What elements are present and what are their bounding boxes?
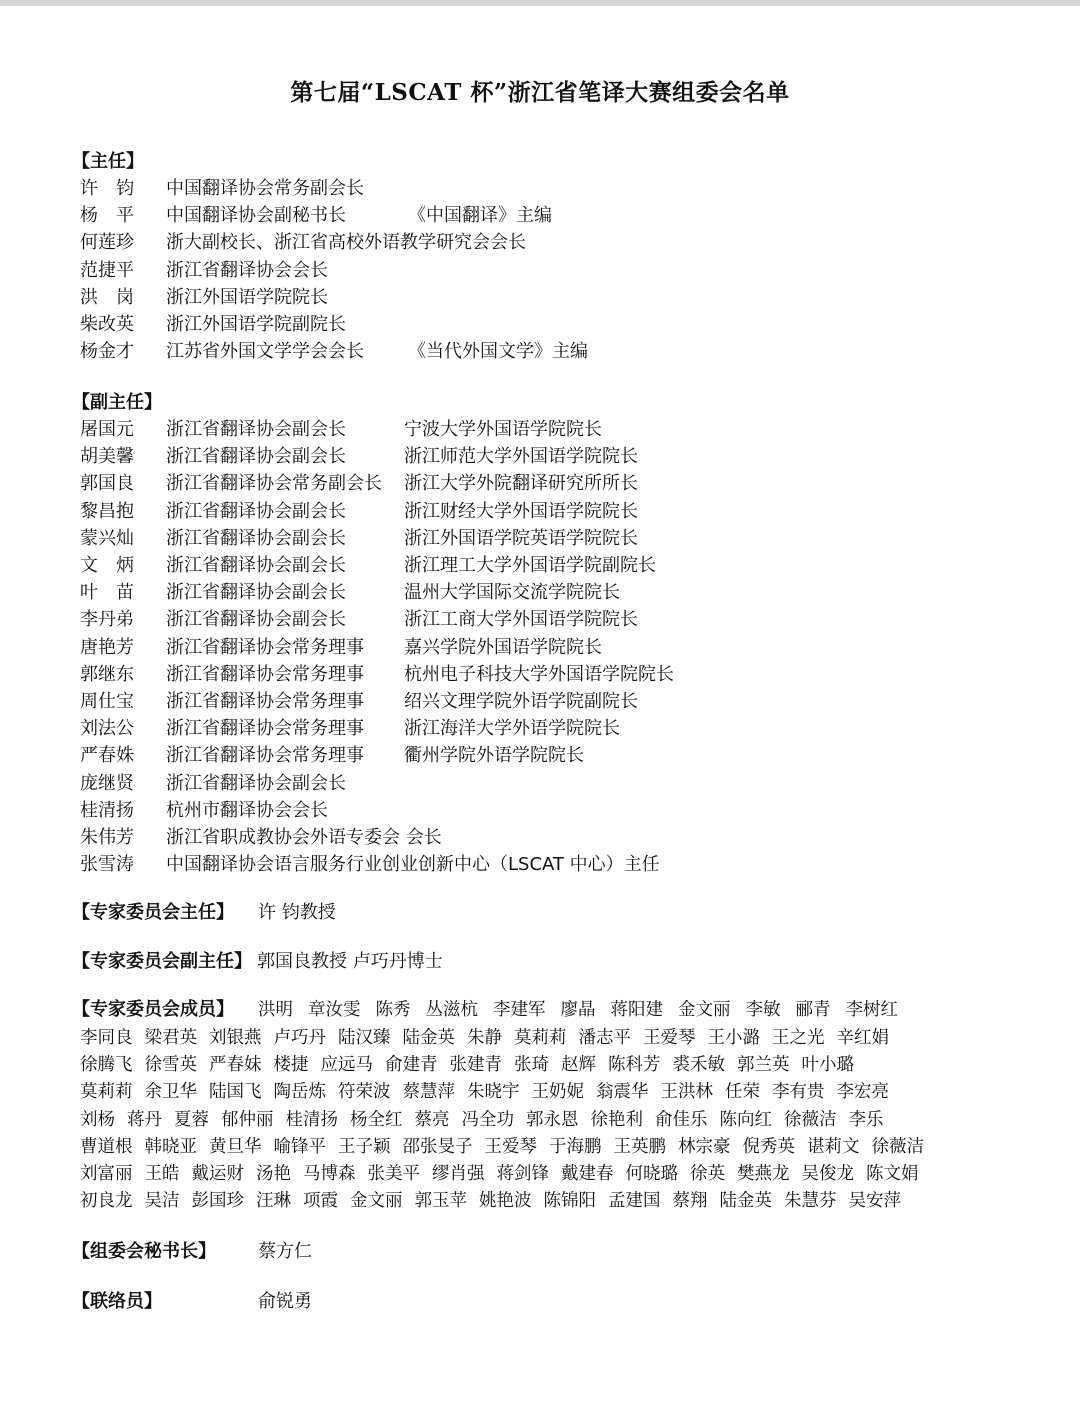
member-name: 姚艳波 (479, 1191, 532, 1212)
person-name: 范捷平 (80, 259, 134, 281)
member-name: 王奶妮 (531, 1082, 584, 1103)
member-name: 金文丽 (350, 1191, 403, 1212)
member-name: 蒋阳建 (610, 1000, 663, 1020)
member-name: 俞佳乐 (655, 1109, 708, 1130)
member-name: 李树红 (845, 1000, 898, 1020)
member-name: 叶小璐 (801, 1055, 854, 1076)
member-line (80, 1134, 1020, 1161)
member-name: 汤艳 (256, 1163, 291, 1184)
liaison-value: 俞锐勇 (258, 1291, 312, 1312)
section-heading-vice-directors: 【副主任】 (72, 392, 162, 413)
member-name: 林宗豪 (678, 1136, 731, 1157)
member-name: 刘杨 (80, 1109, 115, 1130)
second-title: 浙江海洋大学外语学院院长 (404, 718, 620, 740)
member-name: 朱静 (467, 1028, 502, 1048)
member-name: 王皓 (144, 1163, 180, 1184)
member-name: 应远马 (320, 1055, 373, 1076)
member-name: 倪秀英 (742, 1136, 795, 1157)
expert-vice-director-value: 郭国良教授 卢巧丹博士 (257, 951, 443, 972)
person-name: 许 钧 (80, 178, 134, 199)
member-name: 徐腾飞 (80, 1055, 133, 1076)
position-title: 浙江省翻译协会常务理事 (166, 663, 364, 685)
person-name: 文 炳 (80, 555, 134, 576)
member-name: 陶岳炼 (273, 1082, 326, 1103)
section-heading-expert-vice-director: 【专家委员会副主任】 (72, 951, 252, 972)
position-title: 中国翻译协会副秘书长 (166, 205, 346, 227)
member-name: 张美平 (367, 1163, 420, 1184)
member-name: 陈锦阳 (543, 1191, 596, 1212)
member-name: 马博森 (303, 1163, 356, 1184)
section-heading-directors: 【主任】 (72, 151, 144, 172)
person-name: 唐艳芳 (80, 636, 134, 658)
member-name: 陈科芳 (608, 1055, 661, 1076)
second-title: 绍兴文理学院外语学院副院长 (404, 691, 638, 712)
member-name: 邵张旻子 (402, 1136, 473, 1157)
member-name: 莫莉莉 (514, 1028, 567, 1048)
member-name: 于海鹏 (549, 1136, 602, 1157)
member-name: 李乐 (848, 1109, 884, 1130)
member-name: 朱慧芬 (784, 1191, 837, 1212)
member-name: 彭国珍 (191, 1191, 244, 1212)
person-name: 郭国良 (80, 473, 134, 495)
member-name: 李敏 (745, 1000, 781, 1020)
member-line (80, 1188, 1020, 1215)
person-name: 柴改英 (80, 314, 134, 335)
member-name: 卢巧丹 (273, 1028, 326, 1048)
person-name: 何莲珍 (80, 232, 134, 254)
position-title: 中国翻译协会常务副会长 (166, 178, 364, 199)
member-name: 缪肖强 (432, 1163, 485, 1184)
person-name: 桂清扬 (80, 799, 134, 821)
second-title: 浙江理工大学外国语学院副院长 (404, 555, 656, 576)
member-name: 谌莉文 (807, 1136, 860, 1157)
member-name: 严春妹 (209, 1055, 262, 1076)
person-name: 洪 岗 (80, 286, 134, 308)
second-title: 宁波大学外国语学院院长 (404, 419, 602, 440)
section-heading-expert-director: 【专家委员会主任】 (72, 902, 234, 923)
member-name: 王小潞 (707, 1028, 760, 1048)
second-title: 温州大学国际交流学院院长 (404, 582, 620, 604)
position-title: 浙江省职成教协会外语专委会 会长 (166, 827, 442, 848)
second-title: 浙江大学外院翻译研究所所长 (404, 473, 638, 495)
member-name: 赵辉 (561, 1055, 596, 1076)
position-title: 浙江省翻译协会副会长 (166, 555, 346, 576)
member-name: 王爱琴 (484, 1136, 537, 1157)
person-name: 严春姝 (80, 745, 134, 767)
position-title: 杭州市翻译协会会长 (166, 799, 328, 821)
person-name: 李丹弟 (80, 609, 134, 631)
member-name: 蔡翔 (672, 1191, 708, 1212)
member-name: 符荣波 (338, 1082, 391, 1103)
member-name: 刘富丽 (80, 1163, 133, 1184)
position-title: 浙江外国语学院副院长 (166, 314, 346, 335)
position-title: 浙江省翻译协会常务副会长 (166, 473, 382, 495)
person-name: 张雪涛 (80, 854, 134, 876)
member-name: 王爱琴 (643, 1028, 696, 1048)
page-title: 第七届“LSCAT 杯”浙江省笔译大赛组委会名单 (290, 79, 790, 106)
second-title: 浙江外国语学院英语学院院长 (404, 527, 638, 549)
second-title: 杭州电子科技大学外国语学院院长 (404, 663, 674, 685)
member-name: 裘禾敏 (672, 1055, 725, 1076)
member-name: 郭玉苹 (414, 1191, 467, 1212)
member-name: 曹道根 (80, 1136, 133, 1157)
member-name: 余卫华 (144, 1082, 197, 1103)
member-name: 梁君英 (144, 1028, 197, 1048)
section-heading-secretary-general: 【组委会秘书长】 (72, 1241, 216, 1262)
person-name: 杨 平 (80, 205, 134, 227)
member-name: 蔡慧萍 (402, 1082, 455, 1103)
member-name: 俞建青 (385, 1055, 438, 1076)
member-name: 吴洁 (144, 1191, 180, 1212)
second-title: 《中国翻译》主编 (408, 205, 552, 227)
member-name: 桂清扬 (285, 1109, 338, 1130)
secretary-general-value: 蔡方仁 (258, 1241, 312, 1262)
member-name: 蒋剑锋 (496, 1163, 549, 1184)
member-line (80, 1161, 1020, 1188)
person-name: 蒙兴灿 (80, 527, 134, 549)
member-name: 翁震华 (596, 1082, 649, 1103)
member-name: 冯全功 (461, 1109, 514, 1130)
member-name: 王子颖 (338, 1136, 391, 1157)
person-name: 胡美馨 (80, 446, 134, 468)
member-name: 吴安萍 (848, 1191, 901, 1212)
member-name: 黄旦华 (209, 1136, 262, 1157)
member-name: 李同良 (80, 1028, 133, 1048)
member-name: 洪明 (258, 1000, 293, 1020)
member-name: 丛滋杭 (425, 1000, 478, 1020)
position-title: 浙江省翻译协会副会长 (166, 500, 346, 522)
member-name: 杨全红 (350, 1109, 403, 1130)
member-line (80, 1079, 1020, 1106)
position-title: 浙江省翻译协会常务理事 (166, 745, 364, 767)
member-name: 陆汉臻 (338, 1028, 391, 1048)
person-name: 庞继贤 (80, 772, 134, 794)
second-title: 浙江财经大学外国语学院院长 (404, 500, 638, 522)
position-title: 浙江省翻译协会常务理事 (166, 636, 364, 658)
member-name: 陆国飞 (209, 1082, 262, 1103)
position-title: 江苏省外国文学学会会长 (166, 341, 364, 363)
member-name: 樊燕龙 (737, 1163, 790, 1184)
person-name: 屠国元 (80, 419, 134, 440)
member-line (80, 1052, 1020, 1079)
member-name: 何晓璐 (625, 1163, 678, 1184)
member-name: 朱晓宇 (467, 1082, 520, 1103)
member-name: 金文丽 (678, 1000, 731, 1020)
position-title: 浙江省翻译协会副会长 (166, 446, 346, 468)
member-name: 蒋丹 (127, 1109, 162, 1130)
member-name: 戴建春 (561, 1163, 614, 1184)
expert-members-list (80, 1025, 1020, 1215)
expert-director-value: 许 钧教授 (258, 902, 336, 923)
position-title: 浙江省翻译协会副会长 (166, 609, 346, 631)
member-name: 蔡亮 (414, 1109, 450, 1130)
member-name: 徐薇洁 (871, 1136, 924, 1157)
expert-members-first-line (258, 998, 913, 1022)
member-name: 陈文娟 (866, 1163, 919, 1184)
member-name: 楼捷 (273, 1055, 309, 1076)
position-title: 浙江外国语学院院长 (166, 286, 328, 308)
member-name: 夏蓉 (174, 1109, 209, 1130)
member-name: 陆金英 (719, 1191, 772, 1212)
person-name: 杨金才 (80, 341, 134, 363)
second-title: 浙江师范大学外国语学院院长 (404, 446, 638, 468)
second-title: 浙江工商大学外国语学院院长 (404, 609, 638, 631)
person-name: 周仕宝 (80, 691, 134, 712)
member-name: 莫莉莉 (80, 1082, 133, 1103)
person-name: 朱伟芳 (80, 827, 134, 848)
member-name: 徐雪英 (144, 1055, 197, 1076)
member-name: 刘银燕 (209, 1028, 262, 1048)
member-name: 章汝雯 (308, 1000, 361, 1020)
member-name: 孟建国 (608, 1191, 661, 1212)
member-line (80, 1025, 1020, 1052)
member-name: 戴运财 (191, 1163, 244, 1184)
member-name: 任荣 (725, 1082, 760, 1103)
member-name: 张建青 (449, 1055, 502, 1076)
member-name: 王洪林 (660, 1082, 713, 1103)
position-title: 浙江省翻译协会副会长 (166, 419, 346, 440)
member-name: 徐薇洁 (784, 1109, 837, 1130)
person-name: 叶 苗 (80, 582, 134, 604)
member-name: 陆金英 (402, 1028, 455, 1048)
top-bar (0, 0, 1080, 6)
member-name: 郭兰英 (737, 1055, 790, 1076)
position-title: 中国翻译协会语言服务行业创业创新中心（LSCAT 中心）主任 (166, 854, 660, 876)
member-name: 廖晶 (560, 1000, 596, 1020)
member-name: 张琦 (514, 1055, 549, 1076)
second-title: 《当代外国文学》主编 (408, 341, 588, 363)
position-title: 浙江省翻译协会常务理事 (166, 718, 364, 740)
member-name: 郭永恩 (526, 1109, 579, 1130)
position-title: 浙江省翻译协会会长 (166, 259, 328, 281)
member-name: 喻锋平 (273, 1136, 326, 1157)
section-heading-liaison: 【联络员】 (72, 1291, 162, 1312)
member-name: 辛红娟 (836, 1028, 889, 1048)
section-heading-expert-members: 【专家委员会成员】 (72, 999, 234, 1020)
member-name: 陈向红 (719, 1109, 772, 1130)
member-name: 项霞 (303, 1191, 338, 1212)
position-title: 浙江省翻译协会副会长 (166, 772, 346, 794)
member-line (80, 1107, 1020, 1134)
member-name: 陈秀 (375, 1000, 411, 1020)
member-name: 李有贵 (772, 1082, 825, 1103)
member-name: 李建军 (493, 1000, 546, 1020)
member-name: 韩晓亚 (144, 1136, 197, 1157)
second-title: 衢州学院外语学院院长 (404, 745, 584, 767)
position-title: 浙江省翻译协会常务理事 (166, 691, 364, 712)
position-title: 浙江省翻译协会副会长 (166, 527, 346, 549)
position-title: 浙大副校长、浙江省高校外语教学研究会会长 (166, 232, 526, 254)
member-name: 郦青 (795, 1000, 831, 1020)
second-title: 嘉兴学院外国语学院院长 (404, 636, 602, 658)
member-name: 王之光 (772, 1028, 825, 1048)
person-name: 郭继东 (80, 663, 134, 685)
person-name: 黎昌抱 (80, 500, 134, 522)
member-name: 徐艳利 (590, 1109, 643, 1130)
member-name: 郁仲丽 (221, 1109, 274, 1130)
member-name: 初良龙 (80, 1191, 133, 1212)
member-name: 王英鹏 (613, 1136, 666, 1157)
member-name: 徐英 (690, 1163, 725, 1184)
member-name: 潘志平 (578, 1028, 631, 1048)
member-name: 李宏亮 (836, 1082, 889, 1103)
member-name: 吴俊龙 (801, 1163, 854, 1184)
member-name: 汪琳 (256, 1191, 291, 1212)
position-title: 浙江省翻译协会副会长 (166, 582, 346, 604)
person-name: 刘法公 (80, 718, 134, 740)
